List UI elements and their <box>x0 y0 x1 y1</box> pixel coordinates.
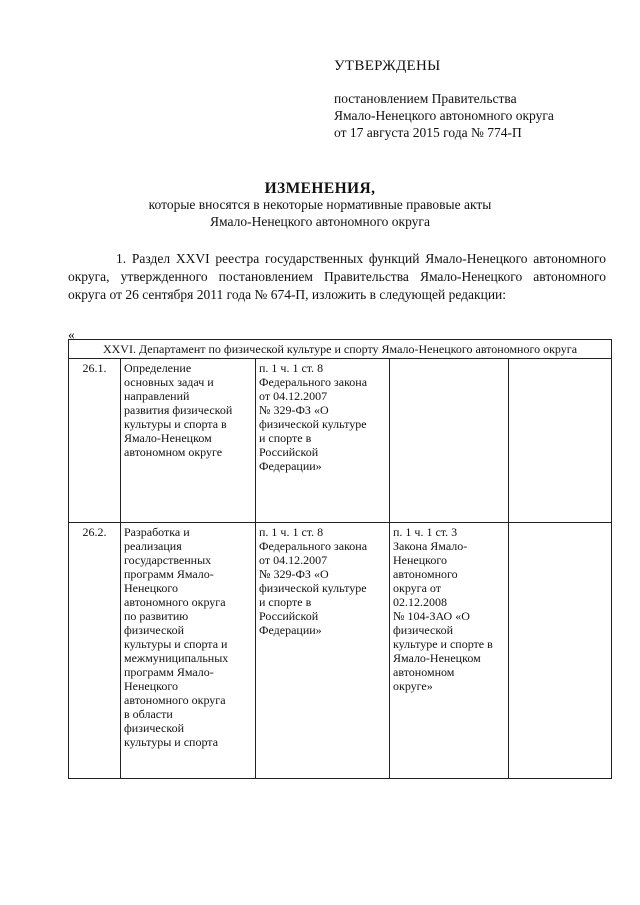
row-number: 26.1. <box>69 359 121 523</box>
decree-line: постановлением Правительства <box>334 91 517 106</box>
cell-line: физической <box>124 623 184 637</box>
cell-line: округа от <box>393 581 442 595</box>
cell-line: Ненецкого <box>393 553 448 567</box>
cell-line: округе» <box>393 679 433 693</box>
cell-line: программ Ямало- <box>124 665 214 679</box>
cell-line: автономного округа <box>124 595 226 609</box>
cell-line: № 104-ЗАО «О <box>393 609 470 623</box>
decree-line: Ямало-Ненецкого автономного округа <box>334 108 554 123</box>
decree-reference <box>334 90 554 141</box>
registry-table <box>68 339 612 779</box>
cell-line: Федерации» <box>259 459 322 473</box>
subtitle-line: которые вносятся в некоторые нормативные правовые акты <box>148 197 492 212</box>
paragraph-1: 1. Раздел XXVI реестра государственных функций Ямало-Ненецкого автономного округа, утвержденного постановлением Правительства Ямало-Ненецкого автономного округа от 26 сентября 2011 года № 674-П, изложить в следующей редакции: <box>68 251 606 302</box>
cell-line: в области <box>124 707 173 721</box>
document-subtitle <box>0 196 640 230</box>
cell-line: культуре и спорте в <box>393 637 493 651</box>
cell-line: Закона Ямало- <box>393 539 468 553</box>
cell-line: автономного округа <box>124 693 226 707</box>
cell-line: п. 1 ч. 1 ст. 8 <box>259 361 324 375</box>
cell-line: Федерального закона <box>259 539 368 553</box>
cell-line: физической культуре <box>259 417 367 431</box>
cell-line: автономном округе <box>124 445 223 459</box>
cell-line: Российской <box>259 445 319 459</box>
cell-line: Разработка и <box>124 525 190 539</box>
approved-label: УТВЕРЖДЕНЫ <box>334 58 441 74</box>
regional-basis-cell <box>390 359 509 523</box>
cell-line: и спорте в <box>259 431 312 445</box>
cell-line: п. 1 ч. 1 ст. 8 <box>259 525 324 539</box>
row-number: 26.2. <box>69 523 121 779</box>
cell-line: Ненецкого <box>124 679 179 693</box>
cell-line: государственных <box>124 553 212 567</box>
cell-line: № 329-ФЗ «О <box>259 567 329 581</box>
function-cell <box>121 359 256 523</box>
cell-line: и спорте в <box>259 595 312 609</box>
cell-line: Ненецкого <box>124 581 179 595</box>
opening-quote: « <box>68 327 75 342</box>
cell-line: развития физической <box>124 403 233 417</box>
cell-line: от 04.12.2007 <box>259 553 328 567</box>
cell-line: 02.12.2008 <box>393 595 447 609</box>
table-row <box>69 523 612 779</box>
section-heading-row <box>69 340 612 359</box>
cell-line: Ямало-Ненецком <box>393 651 481 665</box>
cell-line: Ямало-Ненецком <box>124 431 212 445</box>
cell-line: программ Ямало- <box>124 567 214 581</box>
federal-basis-cell <box>256 523 390 779</box>
cell-line: Определение <box>124 361 192 375</box>
cell-line: межмуниципальных <box>124 651 229 665</box>
regional-basis-cell <box>390 523 509 779</box>
cell-line: физической <box>393 623 453 637</box>
extra-cell <box>509 359 612 523</box>
cell-line: Федерации» <box>259 623 322 637</box>
cell-line: физической культуре <box>259 581 367 595</box>
cell-line: Федерального закона <box>259 375 368 389</box>
extra-cell <box>509 523 612 779</box>
cell-line: культуры и спорта в <box>124 417 227 431</box>
cell-line: от 04.12.2007 <box>259 389 328 403</box>
cell-line: автономном <box>393 665 455 679</box>
cell-line: № 329-ФЗ «О <box>259 403 329 417</box>
cell-line: реализация <box>124 539 182 553</box>
cell-line: Российской <box>259 609 319 623</box>
cell-line: физической <box>124 721 184 735</box>
function-cell <box>121 523 256 779</box>
subtitle-line: Ямало-Ненецкого автономного округа <box>210 214 430 229</box>
federal-basis-cell <box>256 359 390 523</box>
cell-line: основных задач и <box>124 375 214 389</box>
table-row <box>69 359 612 523</box>
document-title: ИЗМЕНЕНИЯ, <box>264 180 376 197</box>
cell-line: культуры и спорта и <box>124 637 228 651</box>
cell-line: по развитию <box>124 609 189 623</box>
cell-line: культуры и спорта <box>124 735 219 749</box>
cell-line: направлений <box>124 389 190 403</box>
section-heading: XXVI. Департамент по физической культуре и спорту Ямало-Ненецкого автономного округа <box>69 340 612 359</box>
cell-line: автономного <box>393 567 458 581</box>
decree-line: от 17 августа 2015 года № 774-П <box>334 125 522 140</box>
cell-line: п. 1 ч. 1 ст. 3 <box>393 525 458 539</box>
